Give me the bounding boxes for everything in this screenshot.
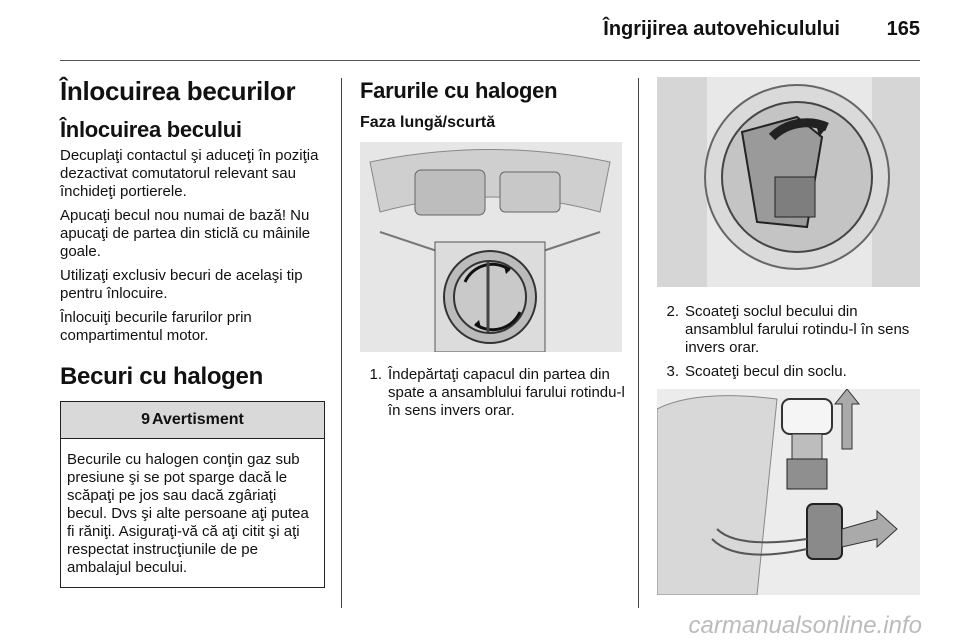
engine-bay-illustration [360, 142, 622, 352]
sub-heading: Înlocuirea becului [60, 117, 242, 142]
steps-list-1 [360, 366, 625, 420]
headlamp-heading: Farurile cu halogen [360, 78, 558, 103]
header-rule [60, 60, 920, 61]
warning-icon: 9 [141, 411, 150, 428]
step-1 [360, 366, 625, 420]
section-heading: Becuri cu halogen [60, 363, 263, 390]
warning-box [60, 401, 325, 588]
paragraph-2: Apucaţi becul nou numai de bază! Nu apucaţi de partea din sticlă cu mâinile goale. [60, 207, 311, 260]
column-3 [657, 70, 922, 595]
step-2 [657, 303, 922, 357]
main-heading: Înlocuirea becurilor [60, 76, 296, 106]
warning-title: Avertisment [152, 411, 244, 428]
steps-list-2 [657, 303, 922, 381]
column-2 [360, 70, 625, 426]
engine-bay-figure [360, 142, 622, 352]
bulb-removal-figure [657, 389, 920, 595]
page-header [60, 0, 920, 58]
headlamp-socket-figure [657, 77, 920, 287]
column-divider-1 [341, 78, 342, 608]
step-3 [657, 363, 922, 381]
column-1 [60, 70, 325, 588]
warning-text: Becurile cu halogen conţin gaz sub presiune şi se pot sparge dacă le scăpaţi pe jos sau dacă zgâriaţi becul. Dvs şi alte persoane aţi putea fi răniţi. Asiguraţi-vă că aţi citit şi aţi respectat instrucţiunile de pe ambalajul becului. [67, 451, 309, 576]
step-1-text: Îndepărtaţi capacul din partea din spate a ansamblului farului rotindu-l în sens invers orar. [388, 366, 625, 419]
page-number: 165 [886, 18, 920, 40]
warning-header [61, 402, 324, 439]
step-2-number: 2. [666, 303, 679, 320]
headlamp-socket-illustration [657, 77, 920, 287]
beam-subheading: Faza lungă/scurtă [360, 114, 496, 131]
footer-watermark: carmanualsonline.info [688, 612, 922, 639]
step-1-number: 1. [369, 366, 382, 383]
bulb-removal-illustration [657, 389, 920, 595]
paragraph-4: Înlocuiţi becurile farurilor prin compartimentul motor. [60, 309, 252, 344]
column-divider-2 [638, 78, 639, 608]
header-title: Îngrijirea autovehiculului [603, 18, 840, 40]
step-2-text: Scoateţi soclul becului din ansamblul farului rotindu-l în sens invers orar. [685, 303, 910, 356]
step-3-text: Scoateţi becul din soclu. [685, 363, 847, 380]
step-3-number: 3. [666, 363, 679, 380]
paragraph-1: Decuplaţi contactul şi aduceţi în poziţia dezactivat comutatorul relevant sau închideţi portierele. [60, 147, 319, 200]
paragraph-3: Utilizaţi exclusiv becuri de acelaşi tip pentru înlocuire. [60, 267, 303, 302]
